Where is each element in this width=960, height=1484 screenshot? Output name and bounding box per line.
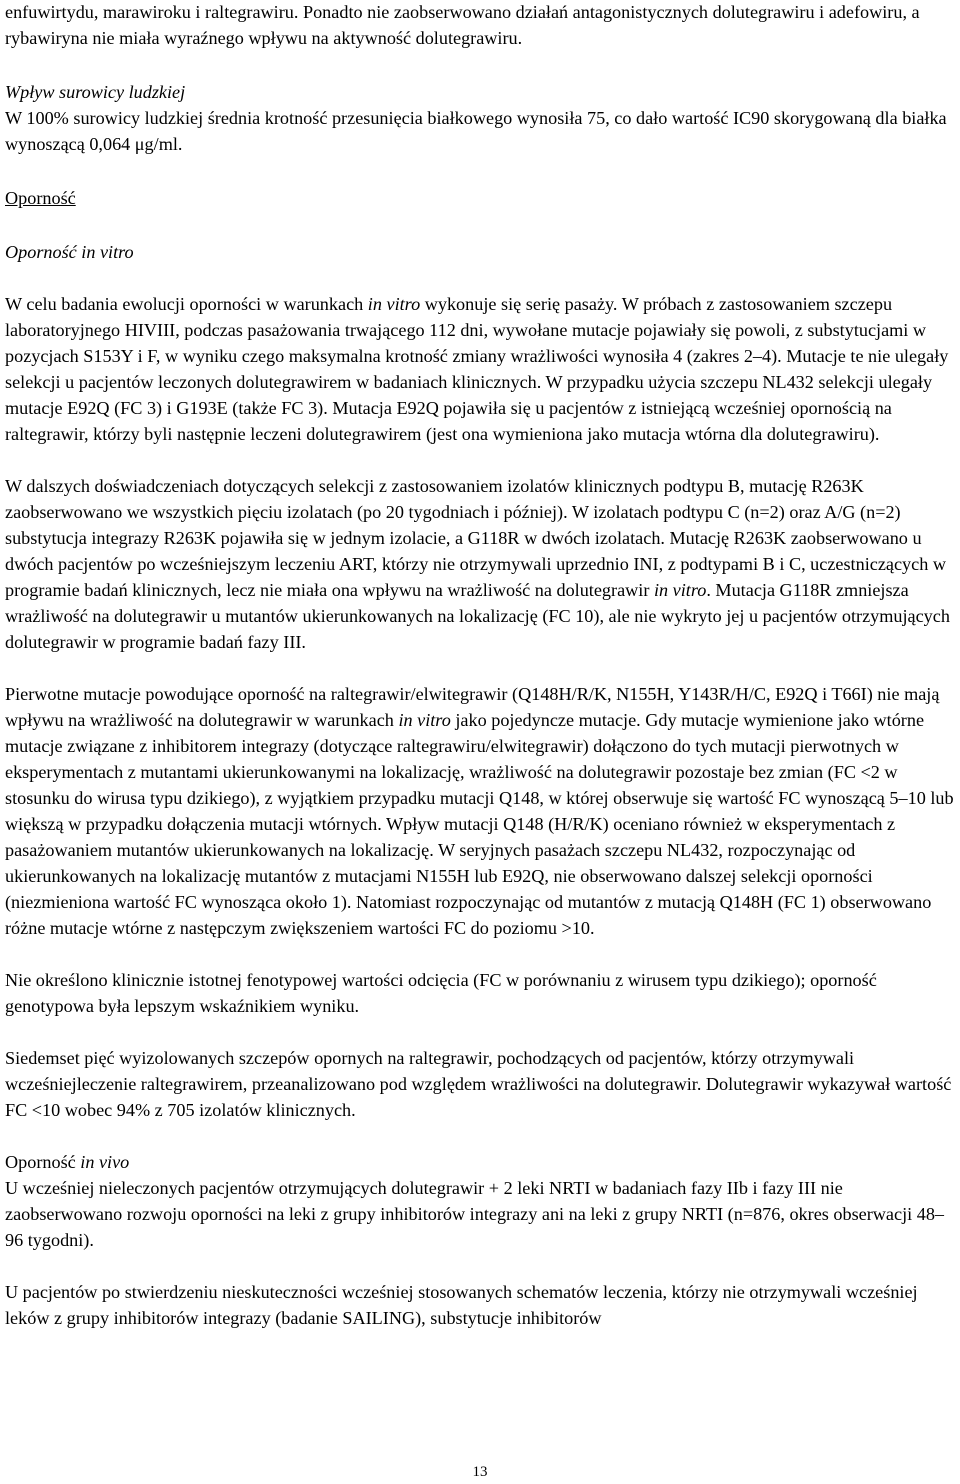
heading-resistance-in-vivo: [5, 1149, 955, 1175]
text-run: W dalszych doświadczeniach dotyczących selekcji z zastosowaniem izolatów klinicznych podtypu B, mutację R263K zaobserwowano we wszystkich pięciu izolatach (po 20 tygodniach i później). W izolatach podtypu C (n=2) oraz A/G (n=2) substytucja integrazy R263K pojawiła się w jednym izolacie, a G118R w dwóch izolatach. Mutację R263K zaobserwowano u dwóch pacjentów po wcześniejszym leczeniu ART, którzy nie otrzymywali uprzednio INI, z podtypami B i C, uczestniczących w programie badań klinicznych, lecz nie miała ona wpływu na wrażliwość na dolutegrawir: [5, 476, 946, 600]
heading-in-vivo-prefix: Oporność: [5, 1152, 81, 1172]
text-run: jako pojedyncze mutacje. Gdy mutacje wymienione jako wtórne mutacje związane z inhibitorem integrazy (dotyczące raltegrawiru/elwitegrawir) dołączono do tych mutacji pierwotnych w eksperymentach z mutantami ukierunkowanymi na lokalizację, wrażliwość na dolutegrawir pozostaje bez zmian (FC <2 w stosunku do wirusa typu dzikiego), z wyjątkiem przypadku mutacji Q148, w której obserwuje się wartość FC wynoszącą 5–10 lub większą w przypadku dołączenia mutacji wtórnych. Wpływ mutacji Q148 (H/R/K) oceniano również w eksperymentach z pasażowaniem mutantów ukierunkowanych na lokalizację. W seryjnych pasażach szczepu NL432, rozpoczynając od ukierunkowanych na lokalizację mutantów z mutacjami N155H lub E92Q, nie obserwowano dalszej selekcji oporności (niezmieniona wartość FC wynosząca około 1). Natomiast rozpoczynając od mutantów z mutacją Q148H (FC 1) obserwowano różne mutacje wtórne z następczym zwiększeniem wartości FC do poziomu >10.: [5, 710, 954, 938]
paragraph-raltegravir-isolates: Siedemset pięć wyizolowanych szczepów opornych na raltegrawir, pochodzących od pacjentów, którzy otrzymywali wcześniejleczenie raltegrawirem, przeanalizowano pod względem wrażliwości na dolutegrawir. Dolutegrawir wykazywał wartość FC <10 wobec 94% z 705 izolatów klinicznych.: [5, 1048, 952, 1120]
text-run: in vitro: [398, 710, 451, 730]
heading-in-vivo-italic: in vivo: [80, 1152, 130, 1172]
heading-resistance-in-vitro: Oporność in vitro: [5, 242, 134, 262]
paragraph-in-vitro-2: [5, 473, 955, 655]
paragraph-serum-effect: W 100% surowicy ludzkiej średnia krotność przesunięcia białkowego wynosiła 75, co dało wartość IC90 skorygowaną dla białka wynoszącą 0,064 μg/ml.: [5, 108, 947, 154]
page-number: 13: [472, 1464, 488, 1480]
text-run: Pierwotne mutacje powodujące oporność na raltegrawir/elwitegrawir (Q148H/R/K, N155H, Y143R/H/C, E92Q i T66I) nie mają wpływu na wrażliwość na dolutegrawir w warunkach: [5, 684, 940, 730]
text-run: . Mutacja G118R zmniejsza wrażliwość na dolutegrawir u mutantów ukierunkowanych na lokalizację (FC 10), ale nie wykryto jej u pacjentów otrzymujących dolutegrawir w programie badań fazy III.: [5, 580, 950, 652]
paragraph-cutoff: Nie określono klinicznie istotnej fenotypowej wartości odcięcia (FC w porównaniu z wirusem typu dzikiego); oporność genotypowa była lepszym wskaźnikiem wyniku.: [5, 970, 877, 1016]
paragraph-in-vitro-1: [5, 291, 955, 447]
paragraph-in-vitro-3: [5, 681, 955, 941]
heading-resistance: Oporność: [5, 188, 76, 208]
paragraph-in-vivo-naive: U wcześniej nieleczonych pacjentów otrzymujących dolutegrawir + 2 leki NRTI w badaniach fazy IIb i fazy III nie zaobserwowano rozwoju oporności na leki z grupy inhibitorów integrazy ani na leki z grupy NRTI (n=876, okres obserwacji 48–96 tygodni).: [5, 1178, 944, 1250]
text-run: in vitro: [653, 580, 707, 600]
text-run: wykonuje się serię pasaży. W próbach z zastosowaniem szczepu laboratoryjnego HIVIII, podczas pasażowania trwającego 112 dni, wywołane mutacje pojawiały się powoli, z substytucjami w pozycjach S153Y i F, w wyniku czego maksymalna krotność zmiany wrażliwości wynosiła 4 (zakres 2–4). Mutacje te nie ulegały selekcji u pacjentów leczonych dolutegrawirem w badaniach klinicznych. W przypadku użycia szczepu NL432 selekcji ulegały mutacje E92Q (FC 3) i G193E (także FC 3). Mutacja E92Q pojawiła się u pacjentów z istniejącą wcześniej opornością na raltegrawir, którzy byli następnie leczeni dolutegrawirem (jest ona wymieniona jako mutacja wtórna dla dolutegrawiru).: [5, 294, 949, 444]
heading-serum-effect: Wpływ surowicy ludzkiej: [5, 82, 186, 102]
text-run: in vitro: [367, 294, 421, 314]
paragraph-intro: enfuwirtydu, marawiroku i raltegrawiru. Ponadto nie zaobserwowano działań antagonistycznych dolutegrawiru i adefowiru, a rybawiryna nie miała wyraźnego wpływu na aktywność dolutegrawiru.: [5, 2, 920, 48]
text-run: W celu badania ewolucji oporności w warunkach: [5, 294, 368, 314]
document-page: [5, 0, 955, 1331]
paragraph-in-vivo-sailing: U pacjentów po stwierdzeniu nieskuteczności wcześniej stosowanych schematów leczenia, którzy nie otrzymywali wcześniej leków z grupy inhibitorów integrazy (badanie SAILING), substytucje inhibitorów: [5, 1282, 918, 1328]
